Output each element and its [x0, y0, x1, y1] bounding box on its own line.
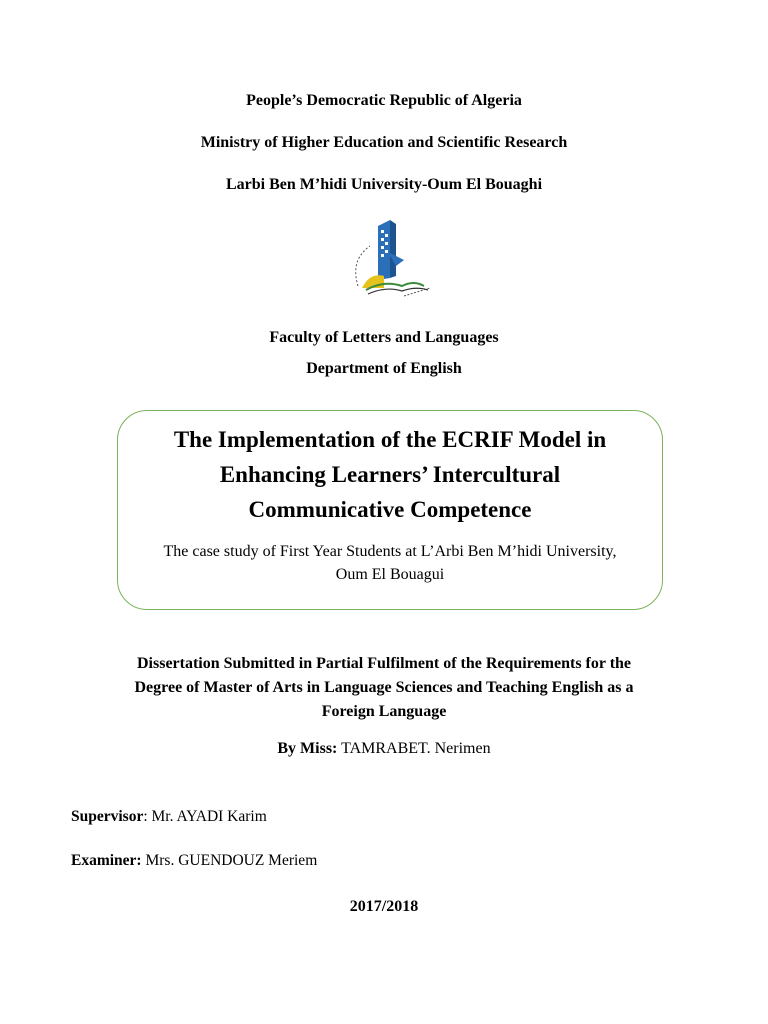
dissertation-line-1: Dissertation Submitted in Partial Fulfilment of the Requirements for the — [136, 655, 632, 672]
author-name: TAMRABET. Nerimen — [341, 740, 491, 757]
thesis-title-line-3: Communicative Competence — [248, 497, 532, 522]
author-label: By Miss: — [277, 740, 338, 757]
title-box — [117, 410, 663, 610]
dissertation-line-3: Foreign Language — [321, 703, 447, 720]
supervisor-label: Supervisor — [71, 808, 144, 825]
thesis-title-line-2: Enhancing Learners’ Intercultural — [219, 462, 561, 487]
dissertation-line-2: Degree of Master of Arts in Language Sciences and Teaching English as a — [134, 679, 634, 696]
examiner-name: Mrs. GUENDOUZ Meriem — [145, 852, 318, 869]
academic-year: 2017/2018 — [349, 898, 419, 915]
author-line — [0, 740, 768, 758]
country-name: People’s Democratic Republic of Algeria — [246, 92, 522, 109]
faculty-name: Faculty of Letters and Languages — [269, 329, 499, 346]
university-logo-icon — [344, 216, 440, 302]
examiner-label: Examiner: — [71, 852, 142, 869]
university-name: Larbi Ben M’hidi University-Oum El Bouaghi — [225, 176, 543, 193]
ministry-name: Ministry of Higher Education and Scientific Research — [200, 134, 568, 151]
supervisor-name: : Mr. AYADI Karim — [143, 808, 267, 825]
case-study-line-2: Oum El Bouagui — [335, 566, 445, 583]
supervisor-line — [71, 808, 267, 826]
case-study-line-1: The case study of First Year Students at L’Arbi Ben M’hidi University, — [163, 543, 617, 560]
department-name: Department of English — [306, 360, 462, 377]
thesis-title-line-1: The Implementation of the ECRIF Model in — [173, 427, 607, 452]
examiner-line — [71, 852, 317, 870]
